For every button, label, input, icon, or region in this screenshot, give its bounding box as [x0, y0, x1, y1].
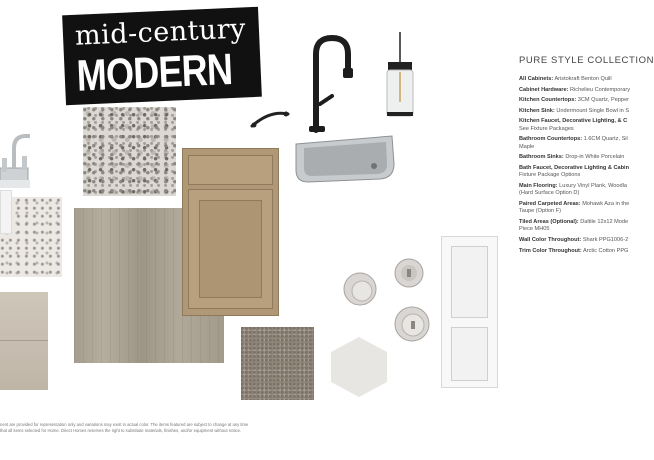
spec-label: Kitchen Faucet, Decorative Lighting, & C: [519, 118, 628, 125]
deadbolt-icon: [392, 257, 426, 289]
kitchen-faucet-image: [300, 34, 360, 134]
cabinet-door-panel: [199, 200, 262, 298]
disclaimer-line-1: nent are provided for representation only and variations may exist in actual color. The items featured are subject to change at any time: [0, 422, 249, 427]
paint-color-chip: [331, 337, 387, 397]
spec-label: Main Flooring:: [519, 182, 558, 189]
spec-label: Trim Color Throughout:: [519, 247, 582, 254]
door-upper-panel: [451, 246, 488, 318]
specs-panel: [519, 55, 654, 258]
spec-item: [519, 248, 649, 255]
disclaimer: [0, 422, 300, 434]
spec-item: [519, 183, 649, 198]
spec-item: [519, 97, 649, 104]
spec-value: 3CM Quartz, Pepper: [577, 97, 630, 104]
spec-item: [519, 87, 649, 94]
spec-value: Aristokraft Benton Quill: [554, 76, 612, 82]
door-knob-icon: [340, 270, 380, 308]
cabinet-pull-icon: [250, 108, 290, 130]
spec-value: Shark PPG1006-2: [582, 236, 629, 243]
tile-swatch: [0, 292, 48, 390]
kitchen-sink-image: [292, 134, 398, 184]
spec-item: [519, 136, 649, 151]
disclaimer-line-2: that all items selected for Home. Direct Homes reserves the right to substitute materials, finishes, and/or equipment without notice.: [0, 428, 242, 433]
spec-value-continued: (Hard Surface Option D): [519, 190, 580, 197]
spec-item: [519, 219, 649, 234]
spec-item: [519, 108, 649, 115]
spec-value: Daltile 12x12 Mode: [580, 218, 629, 225]
spec-value: Luxury Vinyl Plank, Woodla: [559, 182, 627, 189]
spec-label: Tiled Areas (Optional):: [519, 218, 579, 225]
spec-value: Undermount Single Bowl in S: [556, 107, 630, 114]
spec-item: [519, 201, 649, 216]
spec-label: Kitchen Sink:: [519, 107, 555, 114]
keyed-knob-icon: [392, 304, 432, 344]
spec-label: Bathroom Countertops:: [519, 136, 583, 143]
interior-door-image: [441, 236, 498, 388]
carpet-swatch: [241, 327, 314, 400]
spec-item: [519, 76, 649, 83]
logo-line-2: MODERN: [75, 44, 234, 101]
spec-item: [519, 154, 649, 161]
collection-logo: [62, 7, 262, 105]
spec-value-continued: Taupe (Option F): [519, 208, 561, 215]
bathroom-sink-image: [0, 190, 12, 234]
spec-value: Mohawk Aza in the: [582, 200, 630, 207]
spec-label: Kitchen Countertops:: [519, 97, 577, 104]
spec-label: Wall Color Throughout:: [519, 236, 582, 243]
spec-item: [519, 118, 649, 133]
door-lower-panel: [451, 327, 488, 381]
cabinet-door-front: [188, 189, 273, 309]
spec-item: [519, 165, 649, 180]
spec-label: Bath Faucet, Decorative Lighting & Cabin: [519, 164, 630, 171]
bath-faucet-image: [0, 128, 36, 190]
spec-value: Drop-in White Porcelain: [565, 154, 625, 161]
kitchen-quartz-swatch: [83, 107, 176, 196]
cabinet-door-sample: [182, 148, 279, 316]
spec-label: Cabinet Hardware:: [519, 86, 569, 93]
spec-value: 1.6CM Quartz, Sil: [583, 136, 628, 143]
cabinet-drawer-front: [188, 155, 273, 185]
spec-label: Paired Carpeted Areas:: [519, 200, 581, 207]
spec-item: [519, 237, 649, 244]
logo-line-1: mid-century: [74, 13, 247, 52]
spec-value-continued: Maple: [519, 143, 535, 150]
spec-value: Arctic Cotton PPG: [583, 247, 629, 254]
pendant-light-image: [382, 32, 418, 122]
spec-list: [519, 76, 649, 255]
collection-title: PURE STYLE COLLECTION: [519, 55, 654, 66]
spec-label: Bathroom Sinks:: [519, 154, 564, 161]
spec-value-continued: Piece MH05: [519, 226, 550, 233]
spec-value: Richelieu Contemporary: [570, 86, 631, 93]
spec-value-continued: Fixture Package Options: [519, 172, 581, 179]
spec-value-continued: See Fixture Packages: [519, 125, 574, 132]
spec-label: All Cabinets:: [519, 76, 554, 82]
